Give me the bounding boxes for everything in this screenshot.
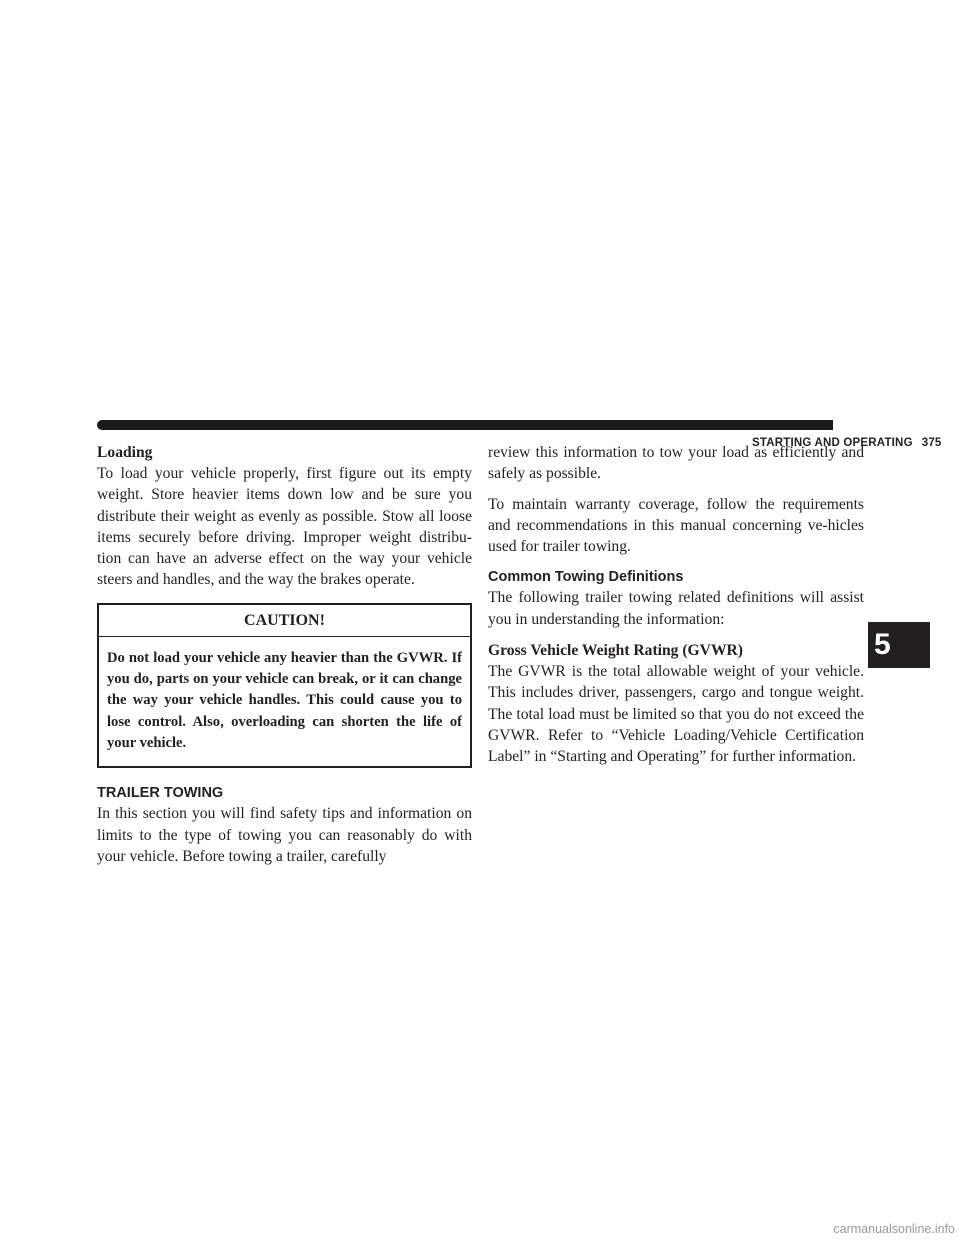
continued-paragraph: review this information to tow your load as efficiently and safely as possible. — [488, 444, 864, 483]
warranty-paragraph: To maintain warranty coverage, follow the requirements and recommendations in this manual concerning ve-hicles used for trailer towing. — [488, 495, 864, 556]
caution-text: Do not load your vehicle any heavier than the GVWR. If you do, parts on your vehicle can break, or it can change the way your vehicle handles. This could cause you to lose control. Also, overloading can shorten the life of your vehicle. — [107, 649, 462, 751]
watermark: carmanualsonline.info — [833, 1222, 955, 1236]
page-number: 375 — [921, 437, 942, 449]
chapter-tab: 5 — [868, 622, 930, 668]
caution-box — [97, 603, 472, 768]
section-name: STARTING AND OPERATING — [752, 437, 913, 449]
caution-title: CAUTION! — [99, 605, 470, 637]
definitions-heading: Common Towing Definitions — [488, 569, 684, 586]
definitions-paragraph: The following trailer towing related definitions will assist you in understanding the information: — [488, 589, 864, 628]
loading-paragraph: To load your vehicle properly, first figure out its empty weight. Store heavier items down low and be sure you distribute their weight as evenly as possible. Stow all loose items securely before driving. Improper weight distribu-tion can have an adverse effect on the way your vehicle steers and handles, and the way the brakes operate. — [97, 465, 472, 589]
right-column — [488, 442, 864, 768]
loading-heading: Loading — [97, 444, 153, 461]
gvwr-heading: Gross Vehicle Weight Rating (GVWR) — [488, 642, 743, 660]
trailer-towing-paragraph: In this section you will find safety tips and information on limits to the type of towing you can reasonably do with your vehicle. Before towing a trailer, carefully — [97, 805, 472, 865]
header-rule — [97, 420, 833, 430]
left-column — [97, 442, 472, 867]
gvwr-paragraph: The GVWR is the total allowable weight of your vehicle. This includes driver, passengers, cargo and tongue weight. The total load must be limited so that you do not exceed the GVWR. Refer to “Vehicle Loading/Vehicle Certification Label” in “Starting and Operating” for further information. — [488, 663, 864, 766]
trailer-towing-heading: TRAILER TOWING — [97, 785, 224, 802]
